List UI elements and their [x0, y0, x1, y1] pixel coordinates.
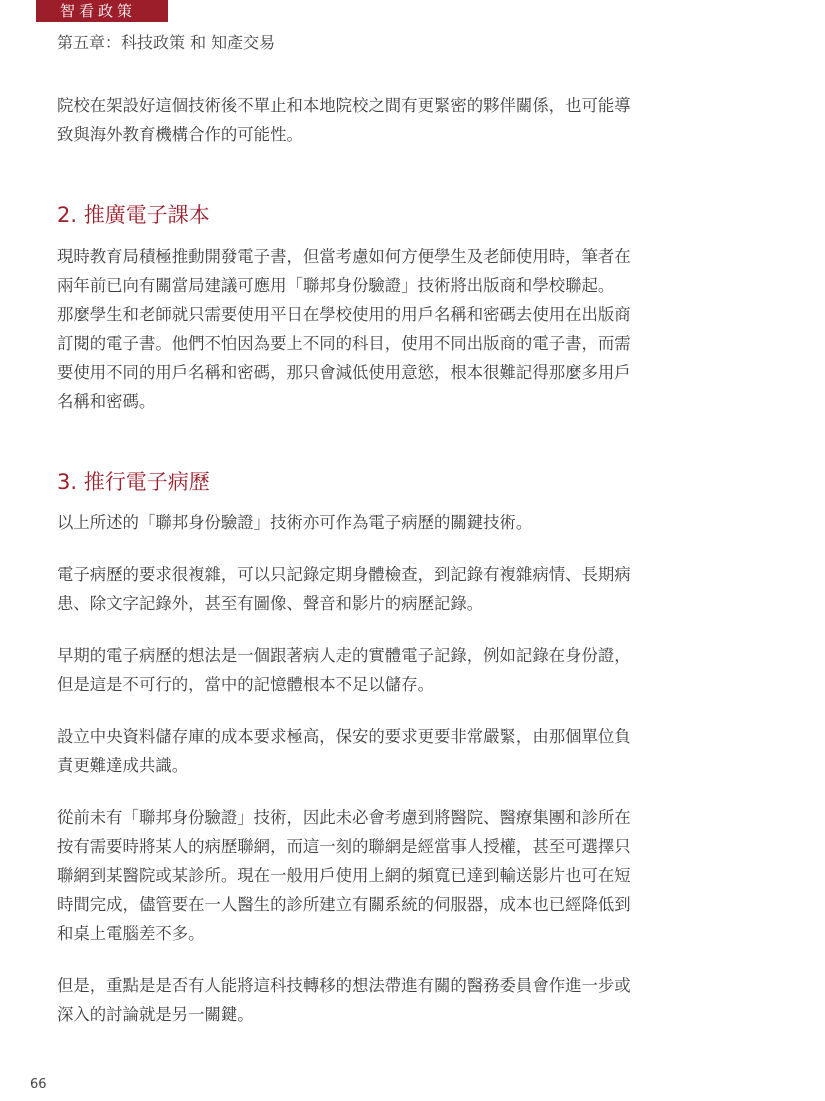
- text-line: 深入的討論就是另一關鍵。: [57, 1005, 254, 1024]
- text-line: 聯網到某醫院或某診所。現在一般用戶使用上網的頻寬已達到輸送影片也可在短: [57, 866, 631, 885]
- text-line: 從前未有「聯邦身份驗證」技術，因此未必會考慮到將醫院、醫療集團和診所在: [57, 808, 631, 827]
- text-line: 責更難達成共識。: [57, 756, 189, 775]
- section-3-paragraph: [57, 971, 717, 1029]
- intro-paragraph: [57, 91, 717, 149]
- chapter-title: 第五章：科技政策 和 知產交易: [57, 33, 276, 52]
- page-number: 66: [30, 1077, 47, 1092]
- text-line: 要使用不同的用戶名稱和密碼，那只會減低使用意慾，根本很難記得那麼多用戶: [57, 363, 631, 382]
- section-3-paragraph: [57, 722, 717, 780]
- section-2-paragraph: [57, 242, 717, 416]
- series-tab: [36, 0, 168, 22]
- text-line: 院校在架設好這個技術後不單止和本地院校之間有更緊密的夥伴關係，也可能導: [57, 96, 631, 115]
- text-line: 早期的電子病歷的想法是一個跟著病人走的實體電子記錄，例如記錄在身份證，: [57, 646, 631, 665]
- text-line: 訂閱的電子書。他們不怕因為要上不同的科目，使用不同出版商的電子書，而需: [57, 334, 631, 353]
- text-line: 和桌上電腦差不多。: [57, 924, 205, 943]
- text-line: 以上所述的「聯邦身份驗證」技術亦可作為電子病歷的關鍵技術。: [57, 513, 533, 532]
- section-heading-2: 2. 推廣電子課本: [57, 203, 210, 227]
- text-line: 時間完成，儘管要在一人醫生的診所建立有關系統的伺服器，成本也已經降低到: [57, 895, 631, 914]
- text-line: 但是這是不可行的，當中的記憶體根本不足以儲存。: [57, 675, 434, 694]
- series-tab-label: 智看政策: [60, 2, 137, 20]
- text-line: 患、除文字記錄外，甚至有圖像、聲音和影片的病歷記錄。: [57, 594, 484, 613]
- text-line: 現時教育局積極推動開發電子書，但當考慮如何方便學生及老師使用時，筆者在: [57, 247, 631, 266]
- text-line: 致與海外教育機構合作的可能性。: [57, 125, 303, 144]
- text-line: 設立中央資料儲存庫的成本要求極高，保安的要求更要非常嚴緊，由那個單位負: [57, 727, 631, 746]
- section-3-paragraph: [57, 508, 717, 537]
- text-line: 那麼學生和老師就只需要使用平日在學校使用的用戶名稱和密碼去使用在出版商: [57, 305, 631, 324]
- text-line: 名稱和密碼。: [57, 392, 156, 411]
- section-heading-3: 3. 推行電子病歷: [57, 470, 210, 494]
- section-3-paragraph: [57, 803, 717, 948]
- text-line: 電子病歷的要求很複雜，可以只記錄定期身體檢查，到記錄有複雜病情、長期病: [57, 565, 631, 584]
- page-content: [57, 91, 717, 1029]
- section-3-paragraph: [57, 560, 717, 618]
- text-line: 但是，重點是是否有人能將這科技轉移的想法帶進有關的醫務委員會作進一步或: [57, 976, 631, 995]
- text-line: 兩年前已向有關當局建議可應用「聯邦身份驗證」技術將出版商和學校聯起。: [57, 276, 615, 295]
- text-line: 按有需要時將某人的病歷聯網，而這一刻的聯網是經當事人授權，甚至可選擇只: [57, 837, 631, 856]
- section-3-paragraph: [57, 641, 717, 699]
